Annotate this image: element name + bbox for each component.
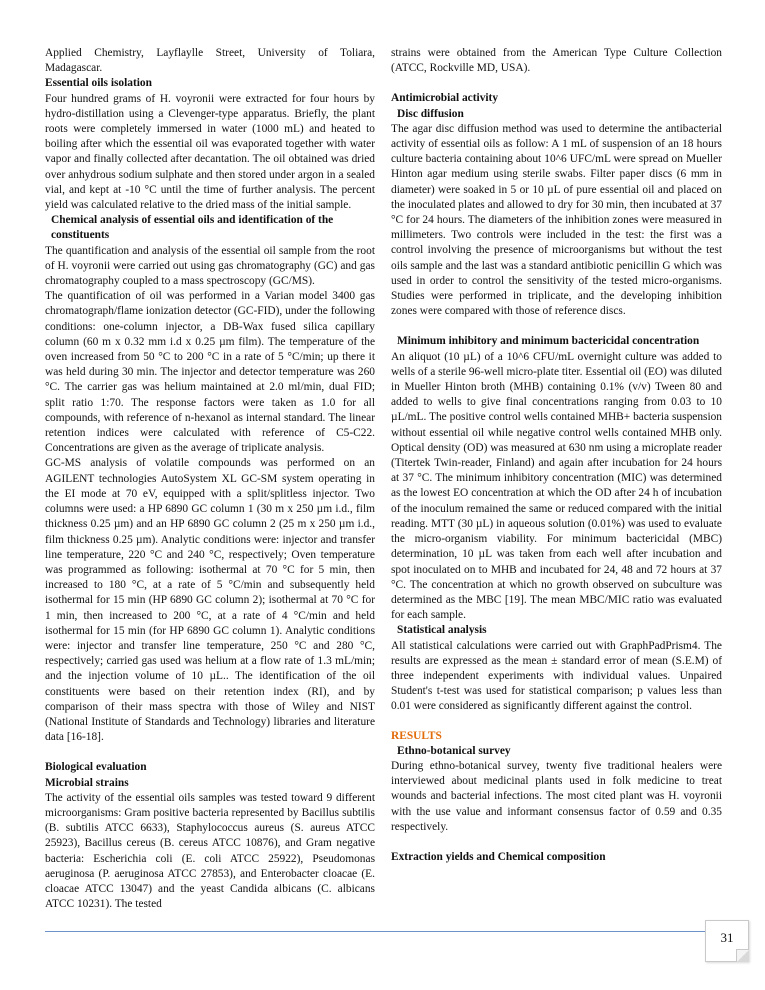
mic-mbc-paragraph: An aliquot (10 µL) of a 10^6 CFU/mL overnight culture was added to wells of a sterile 96-well micro-plate titer. Essential oil (EO) was diluted in Mueller Hinton broth (MHB) containing 0.1% (v/v) Tween 80 and added to wells to give final concentrations ranging from 0.03 to 10 µL/mL. The positive control wells contained MHB+ bacteria suspension without essential oil while negative control wells contained MHB only. Optical density (OD) was measured at 630 nm using a microplate reader (Titertek Twin-reader, Finland) and again after incubation for 24 hours at 37 °C. The minimum inhibitory concentration (MIC) was determined as the lowest EO concentration at which the OD after 24 h of incubation of the inoculum remained the same or reduced compared with the initial reading. MTT (30 µL) in aqueous solution (0.01%) was used to evaluate the micro-organism viability. For minimum bactericidal (MBC) determination, 10 µL was taken from each well after incubation and spot inoculated on to MHB and incubated for 24, 48 and 72 hours at 37 °C. The concentration at which no growth observed on subculture was determined as the MBC [19]. The mean MBC/MIC ratio was evaluated for each sample.	[391, 350, 722, 622]
gc-fid-paragraph: The quantification of oil was performed in a Varian model 3400 gas chromatograph/flame ionization detector (GC-FID), under the following conditions: one-column injector, a DB-Wax fused silica capillary column (60 m x 0.32 mm i.d x 0.25 µm film). The temperature of the oven increased from 50 °C to 200 °C in a rate of 5 °C/min; up there it was held during 30 min. The injector and detector temperature was 260 °C. The carrier gas was helium maintained at 2.0 ml/min, dual FID; split ratio 1:70. The response factors were taken as 1.0 for all compounds, with reference of n-hexanol as internal standard. The linear retention indices were calculated with reference of C5-C22. Concentrations are given as the average of triplicate analysis.	[45, 290, 375, 455]
heading-extraction-yields: Extraction yields and Chemical composition	[391, 850, 606, 863]
statistical-analysis-paragraph: All statistical calculations were carried out with GraphPadPrism4. The results are expressed as the mean ± standard error of mean (S.E.M) of three independent experiments with individual values. Unpaired Student's t-test was used for statistical comparison; p values less than 0.01 were considered as significantly different against the control.	[391, 639, 722, 713]
heading-biological-evaluation: Biological evaluation	[45, 761, 147, 774]
ethno-botanical-paragraph: During ethno-botanical survey, twenty five traditional healers were interviewed about medicinal plants used in folk medicine to treat wounds and bacterial infections. The most cited plant was H. voyronii with the use value and informant consensus factor of 0.59 and 0.35 respectively.	[391, 759, 722, 833]
page-number-box	[705, 920, 749, 962]
heading-essential-oils-isolation: Essential oils isolation	[45, 77, 152, 90]
affiliation: Applied Chemistry, Layflaylle Street, University of Toliara, Madagascar.	[45, 47, 375, 75]
heading-statistical-analysis: Statistical analysis	[397, 624, 487, 637]
page-fold-icon	[736, 949, 749, 962]
strains-continued-paragraph: strains were obtained from the American Type Culture Collection (ATCC, Rockville MD, USA).	[391, 47, 722, 75]
chemical-analysis-paragraph: The quantification and analysis of the essential oil sample from the root of H. voyronii were carried out using gas chromatography (GC) and gas chromatography coupled to a mass spectroscopy (GC/MS).	[45, 244, 375, 288]
heading-disc-diffusion: Disc diffusion	[397, 107, 464, 120]
heading-mic-mbc: Minimum inhibitory and minimum bactericidal concentration	[397, 335, 700, 348]
right-column	[391, 46, 722, 865]
isolation-paragraph: Four hundred grams of H. voyronii were extracted for four hours by hydro-distillation using a Clevenger-type apparatus. Briefly, the plant roots were completely immersed in water (1000 mL) and heated to boiling after which the essential oil was evaporated together with water vapor and finally collected after decantation. The oil obtained was dried over anhydrous sodium sulphate and then stored under argon in a sealed vial, and kept at -10 °C until the time of further analysis. The percent yield was calculated relative to the dried mass of the initial sample.	[45, 92, 375, 212]
heading-results: RESULTS	[391, 729, 442, 742]
heading-antimicrobial-activity: Antimicrobial activity	[391, 92, 499, 105]
heading-microbial-strains: Microbial strains	[45, 776, 129, 789]
heading-ethno-botanical-survey: Ethno-botanical survey	[397, 744, 511, 757]
heading-chemical-analysis: Chemical analysis of essential oils and identification of the constituents	[51, 214, 334, 242]
footer-rule	[45, 931, 705, 932]
page-number: 31	[720, 930, 734, 945]
microbial-strains-paragraph: The activity of the essential oils samples was tested toward 9 different microorganisms: Gram positive bacteria represented by Bacillus subtilis (B. subtilis ATCC 6633), Staphylococcus aureus (S. aureus ATCC 25923), Bacillus cereus (B. cereus ATCC 10876), and Gram negative bacteria: Escherichia coli (E. coli ATCC 25922), Pseudomonas aeruginosa (P. aeruginosa ATCC 27853), and Enterobacter cloacae (E. cloacae ATCC 13047) and the yeast Candida albicans (C. albicans ATCC 10231). The tested	[45, 791, 375, 911]
gc-ms-paragraph: GC-MS analysis of volatile compounds was performed on an AGILENT technologies AutoSystem XL GC-SM system operating in the EI mode at 70 eV, equipped with a split/splitless injector. Two columns were used: a HP 6890 GC column 1 (30 m x 250 µm i.d., film thickness 0.25 µm) and an HP 6890 GC column 2 (25 m x 250 µm i.d., film thickness 0.25 µm). Analytic conditions were: injector and transfer line temperature, 220 °C and 240 °C, respectively; Oven temperature was programmed as following: isothermal at 70 °C for 5 min, then increased to 180 °C, at a rate of 5 °C/min and subsequently held isothermal for 15 min (HP 6890 GC column 2); isothermal at 70 °C for 1 min, then increased to 200 °C, at a rate of 4 °C/min and held isothermal for 15 min (for HP 6890 GC column 1). Analytic conditions were: injector and transfer line temperature, 250 °C and 280 °C, respectively; carried gas used was helium at a flow rate of 1.3 mL/min; and the injection volume of 10 µL.. The identification of the oil constituents were based on their retention index (RI), and by comparison of their mass spectra with those of Wiley and NIST (National Institute of Standards and Technology) libraries and literature data [16-18].	[45, 457, 375, 744]
left-column	[45, 46, 375, 912]
disc-diffusion-paragraph: The agar disc diffusion method was used to determine the antibacterial activity of essential oils as follow: A 1 mL of suspension of an 18 hours culture bacteria containing about 10^6 UFC/mL were spread on Mueller Hinton agar medium using sterile swabs. Filter paper discs (6 mm in diameter) were soaked in 5 or 10 µL of pure essential oil and placed on the inoculated plates and allowed to dry for 30 min, then incubated at 37 °C for 24 hours. The diameters of the inhibition zones were measured in millimeters. Two controls were included in the test: the first was a control involving the presence of microorganisms but without the test oils sample and the last was a standard antibiotic penicillin G which was used in order to control the sensitivity of the tested micro-organisms. Studies were performed in triplicate, and the developing inhibition zones were compared with those of reference discs.	[391, 122, 722, 318]
